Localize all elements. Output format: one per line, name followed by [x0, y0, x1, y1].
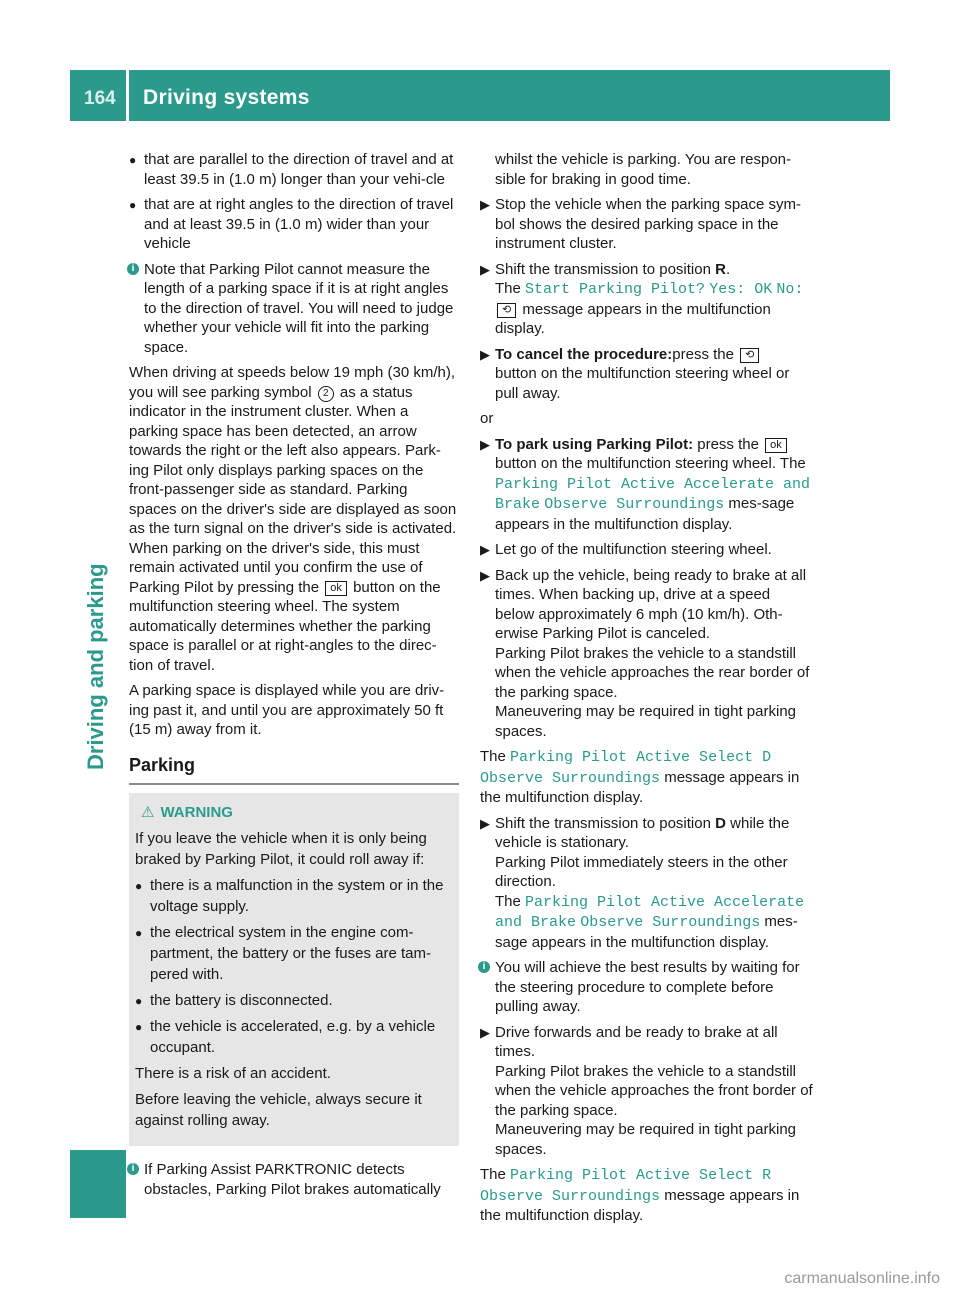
warning-title: ⚠ WARNING: [141, 804, 233, 821]
list-item: ● there is a malfunction in the system or in the voltage supply.: [135, 877, 444, 915]
page-number: 164: [84, 88, 116, 109]
paragraph: When driving at speeds below 19 mph (30 km/h), you will see parking symbol 2 as a status indicator in the instrument cluster. When a parking space has been detected, an arrow towards the right or the left also appears. Park-ing Pilot only displays parking spaces on the front-passenger side as standard. Parking spaces on the driver's side are displayed as soon as the turn signal on the driver's side is activated. When parking on the driver's side, this must remain activated until you confirm the use of Parking Pilot by pressing the ok button on the multifunction steering wheel. The system automatically determines whether the parking space is parallel or at right-angles to the direc-tion of travel.: [129, 364, 457, 674]
step-item: ▶ To park using Parking Pilot: press the ok button on the multifunction steering wheel. The Parking Pilot Active Accelerate and Brake Observe Surroundings mes-sage appears in the multifunction display.: [480, 435, 811, 533]
parking-symbol-icon: 2: [318, 386, 334, 402]
step-arrow-icon: ▶: [480, 567, 490, 583]
list-item: ● the electrical system in the engine com-partment, the battery or the fuses are tam-pered with.: [135, 924, 431, 983]
section-heading: Parking: [129, 754, 196, 775]
step-arrow-icon: ▶: [480, 1024, 490, 1040]
info-icon: i: [127, 263, 139, 275]
step-item: ▶ Shift the transmission to position R. The Start Parking Pilot? Yes: OK No: ⟲ message appears in the multifunction display.: [480, 260, 804, 337]
bullet-icon: ●: [135, 1020, 143, 1034]
step-item: ▶ Stop the vehicle when the parking space sym-bol shows the desired parking space in the instrument cluster.: [480, 196, 801, 252]
list-item: ● the battery is disconnected.: [135, 990, 453, 1011]
paragraph: A parking space is displayed while you are driv-ing past it, and until you are approximately 50 ft (15 m) away from it.: [129, 682, 445, 738]
step-arrow-icon: ▶: [480, 346, 490, 362]
step-item: ▶ Back up the vehicle, being ready to brake at all times. When backing up, drive at a speed below approximately 6 mph (10 km/h). Oth-erwise Parking Pilot is canceled. Parking Pilot brakes the vehicle to a standstill when the vehicle approaches the rear border of the parking space. Maneuvering may be required in tight parking spaces.: [480, 566, 810, 740]
bullet-icon: ●: [135, 994, 143, 1008]
back-button-icon: ⟲: [740, 348, 759, 363]
heading-rule: [129, 783, 459, 785]
info-note: i Note that Parking Pilot cannot measure the length of a parking space if it is at right angles to the direction of travel. You will need to judge whether your vehicle will fit into the parking space.: [129, 260, 459, 358]
info-icon: i: [478, 961, 490, 973]
side-chapter-label: [83, 470, 113, 770]
step-arrow-icon: ▶: [480, 261, 490, 277]
section-title: Driving systems: [143, 86, 310, 109]
step-item: ▶ Shift the transmission to position D while the vehicle is stationary. Parking Pilot immediately steers in the other direction. The Parking Pilot Active Accelerate and Brake Observe Surroundings mes-sage appears in the multifunction display.: [480, 814, 805, 951]
list-item: ● that are parallel to the direction of travel and at least 39.5 in (1.0 m) longer than your vehi-cle: [129, 151, 454, 188]
warning-triangle-icon: ⚠: [141, 804, 155, 821]
info-icon: i: [127, 1163, 139, 1175]
paragraph: or: [480, 410, 494, 427]
chapter-label-text: Driving and parking: [83, 563, 108, 770]
list-item: ● that are at right angles to the direction of travel and at least 39.5 in (1.0 m) wider than your vehicle: [129, 196, 454, 252]
step-item: ▶ Drive forwards and be ready to brake at all times. Parking Pilot brakes the vehicle to a standstill when the vehicle approaches the front border of the parking space. Maneuvering may be required in tight parking spaces.: [480, 1023, 813, 1158]
warning-box: ⚠ WARNING If you leave the vehicle when it is only being braked by Parking Pilot, it could roll away if: ● there is a malfunction in the system or in the voltage supply. ● the electrical system in the engine com-partment, the battery or the fuses are tam-pered with. ● the battery is disconnected. ● the vehicle is accelerated, e.g. by a vehicle occupant. There is a risk of an accident. Before leaving the vehicle, always secure it against rolling away.: [129, 793, 459, 1146]
info-note: i You will achieve the best results by waiting for the steering procedure to complete before pulling away.: [480, 958, 813, 1017]
header-divider: [126, 70, 129, 121]
back-button-icon: ⟲: [497, 303, 516, 318]
step-arrow-icon: ▶: [480, 436, 490, 452]
bullet-icon: ●: [135, 926, 143, 940]
paragraph: whilst the vehicle is parking. You are respon-sible for braking in good time.: [495, 151, 792, 188]
step-arrow-icon: ▶: [480, 815, 490, 831]
list-item: ● the vehicle is accelerated, e.g. by a vehicle occupant.: [135, 1018, 436, 1056]
bullet-icon: ●: [135, 879, 143, 893]
info-note: i If Parking Assist PARKTRONIC detects obstacles, Parking Pilot brakes automatically: [129, 1160, 459, 1199]
step-item: ▶ To cancel the procedure:press the ⟲ button on the multifunction steering wheel or pull away.: [480, 345, 790, 402]
watermark-text: carmanualsonline.info: [784, 1270, 940, 1287]
bullet-icon: ●: [129, 153, 137, 167]
paragraph: The Parking Pilot Active Select D Observe Surroundings message appears in the multifunction display.: [480, 748, 800, 806]
page-header: [70, 70, 890, 121]
paragraph: The Parking Pilot Active Select R Observe Surroundings message appears in the multifunction display.: [480, 1166, 800, 1224]
chapter-tab-block: [70, 1150, 126, 1218]
right-column: [480, 150, 813, 1232]
bullet-icon: ●: [129, 198, 137, 212]
left-column: [129, 150, 459, 1205]
step-arrow-icon: ▶: [480, 197, 490, 212]
step-item: ▶ Let go of the multifunction steering wheel.: [480, 541, 772, 558]
ok-button-icon: ok: [325, 581, 347, 596]
step-arrow-icon: ▶: [480, 542, 490, 557]
ok-button-icon: ok: [765, 438, 787, 453]
